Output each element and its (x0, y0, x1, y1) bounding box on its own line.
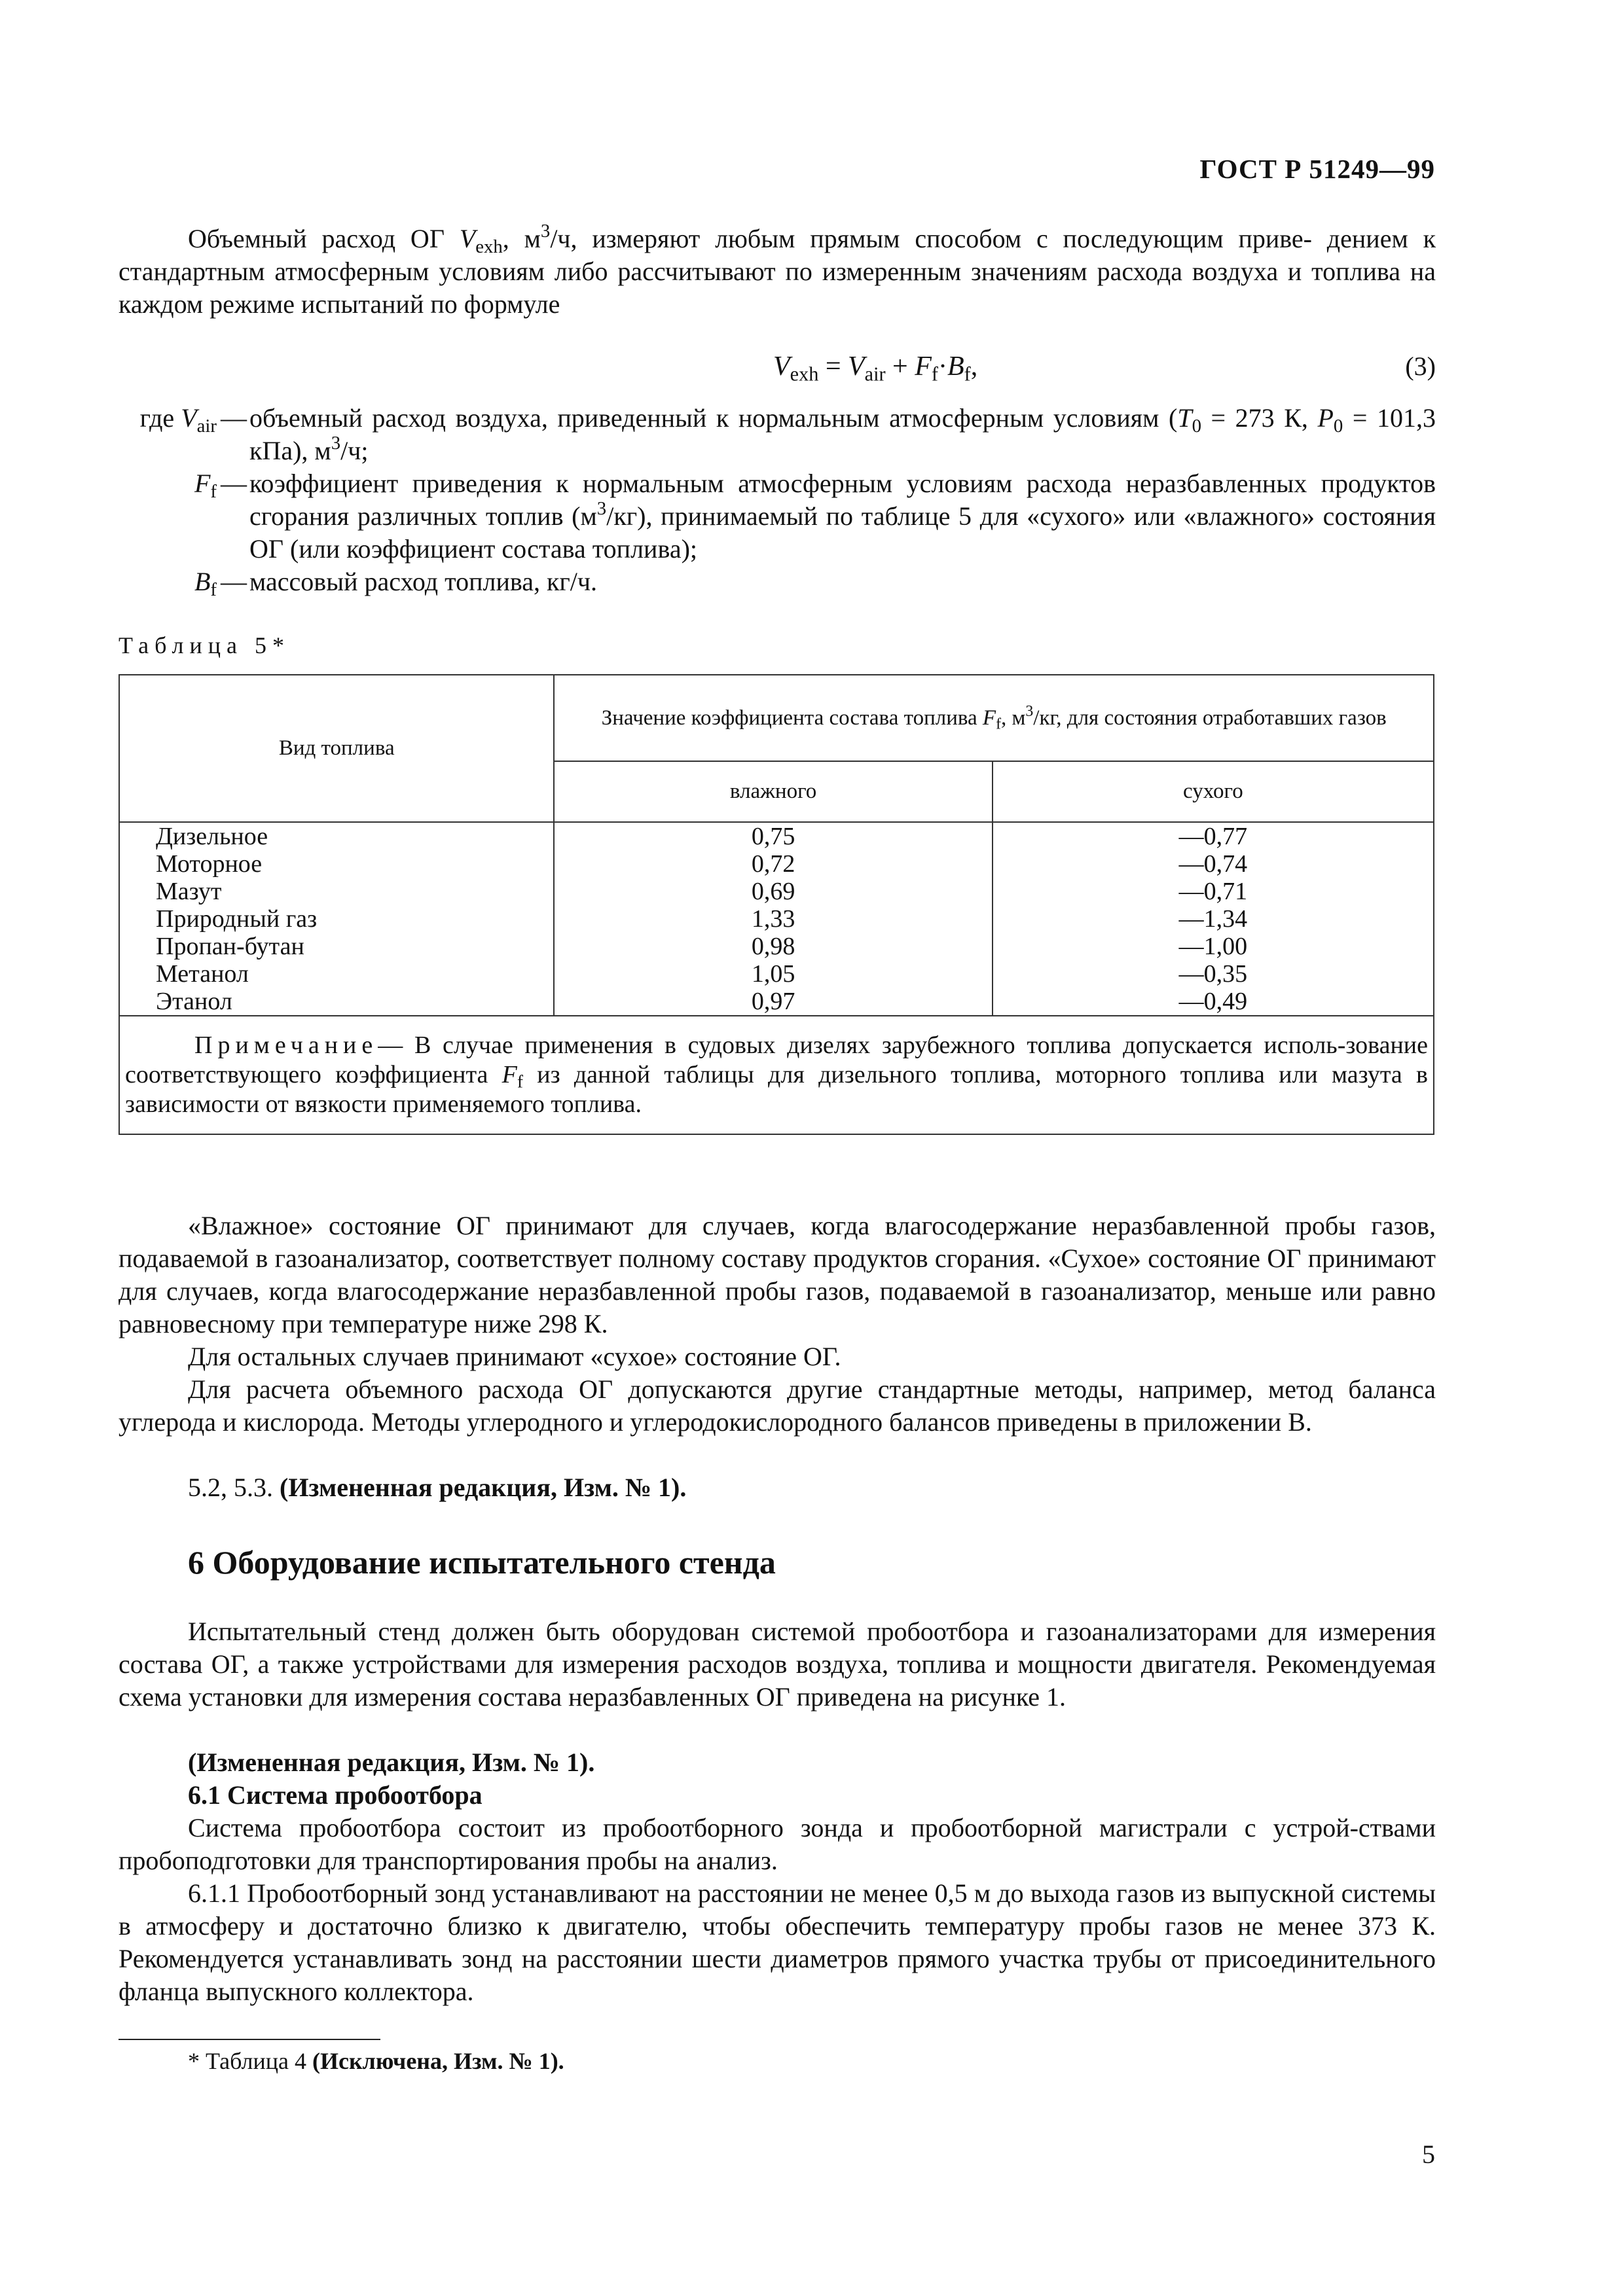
dry-values-cell (993, 822, 1434, 1016)
fuel-name: Этанол (156, 988, 232, 1015)
wet-value: 0,97 (751, 988, 795, 1015)
dry-value: —0,71 (1178, 878, 1248, 905)
dry-value: —0,74 (1178, 850, 1248, 878)
fuel-names-cell (119, 822, 554, 1016)
wet-value: 0,69 (751, 878, 795, 905)
paragraph-wet-state: «Влажное» состояние ОГ принимают для случаев, когда влагосодержание неразбавленной пробы газов, подаваемой в газоанализатор, соответствует полному составу продуктов сгорания. «Сухое» состояние ОГ принимают для случаев, когда влагосодержание неразбавленной пробы газов, подаваемой в газоанализатор, меньше или равно равновесному при температуре ниже 298 К. (119, 1211, 1436, 1338)
wet-value: 0,98 (751, 933, 795, 960)
footnote: * Таблица 4 (Исключена, Изм. № 1). (188, 2048, 564, 2074)
formula-number: (3) (1405, 351, 1436, 381)
dry-value: —0,35 (1178, 960, 1248, 988)
column-header-dry: сухого (993, 761, 1434, 822)
table-caption: Таблица 5* (119, 632, 290, 658)
paragraph-amendment-ref: 5.2, 5.3. (Измененная редакция, Изм. № 1). (188, 1473, 687, 1502)
wet-values-cell (554, 822, 992, 1016)
formula-3: $V_{exh} = V_{air} + F_f\cdot B_f$, (3) (773, 351, 1436, 386)
footnote-divider (119, 2039, 380, 2040)
fuel-name: Дизельное (156, 823, 268, 850)
fuel-name: Пропан-бутан (156, 933, 304, 960)
legend-item-ff: $F_f$ — коэффициент приведения к нормальным атмосферным условиям расхода неразбавленных продуктов сгорания различных топлив $(м^3/кг)$, принимаемый по таблице 5 для «сухого» или «влажного» состояния ОГ (или коэффициент состава топлива); (194, 469, 1436, 564)
fuel-name: Метанол (156, 960, 249, 988)
wet-value: 0,72 (751, 850, 795, 878)
subsection-6-1-heading: 6.1 Система пробоотбора (188, 1780, 483, 1810)
intro-paragraph: Объемный расход ОГ $V_{exh}$, $м^3/ч$, измеряют любым прямым способом с последующим приве- дением к стандартным атмосферным условиям либо рассчитывают по измеренным значениям расхода воздуха и топлива на каждом режиме испытаний по формуле (119, 221, 1436, 319)
wet-value: 1,05 (751, 960, 795, 988)
fuel-name: Природный газ (156, 905, 318, 933)
column-header-fuel: Вид топлива (119, 675, 554, 822)
section-6-paragraph: Испытательный стенд должен быть оборудован системой пробоотбора и газоанализаторами для измерения состава ОГ, а также устройствами для измерения расходов воздуха, топлива и мощности двигателя. Рекомендуемая схема установки для измерения состава неразбавленных ОГ приведена на рисунке 1. (119, 1617, 1436, 1712)
formula-legend (119, 402, 1436, 601)
wet-value: 1,33 (751, 905, 795, 933)
dry-value: —0,49 (1178, 988, 1248, 1015)
legend-item-bf: $B_f$ — массовый расход топлива, кг/ч. (194, 567, 598, 601)
column-header-coefficient: Значение коэффициента состава топлива $F_f$, $м^3/кг$, для состояния отработавших газов (554, 675, 1434, 761)
page-number: 5 (1422, 2140, 1435, 2169)
standard-code: ГОСТ Р 51249—99 (1199, 154, 1435, 184)
paragraph-calc-methods: Для расчета объемного расхода ОГ допускаются другие стандартные методы, например, метод баланса углерода и кислорода. Методы углеродного и углеродокислородного балансов приведены в приложении В. (119, 1374, 1436, 1437)
subsection-6-1-paragraph: Система пробоотбора состоит из пробоотборного зонда и пробоотборной магистрали с устрой-ствами пробоподготовки для транспортирования пробы на анализ. (119, 1813, 1436, 1875)
dry-value: —1,34 (1178, 905, 1248, 933)
section-6-amendment: (Измененная редакция, Изм. № 1). (188, 1748, 595, 1777)
table-note: Примечание— В случае применения в судовых дизелях зарубежного топлива допускается исполь-зование соответствующего коэффициента $F_f$ из данной таблицы для дизельного топлива, моторного топлива или мазута в зависимости от вязкости применяемого топлива. (119, 1016, 1434, 1134)
paragraph-other-cases: Для остальных случаев принимают «сухое» состояние ОГ. (188, 1342, 841, 1371)
column-header-wet: влажного (554, 761, 992, 822)
clause-6-1-1-paragraph: 6.1.1 Пробоотборный зонд устанавливают на расстоянии не менее 0,5 м до выхода газов из выпускной системы в атмосферу и достаточно близко к двигателю, чтобы обеспечить температуру пробы газов не менее 373 К. Рекомендуется устанавливать зонд на расстоянии шести диаметров прямого участка трубы от присоединительного фланца выпускного коллектора. (119, 1878, 1436, 2006)
legend-item-vair: где $V_{air}$ — объемный расход воздуха, приведенный к нормальным атмосферным условиям ($T_0 = 273$ К, $P_0 = 101,3$ кПа), $м^3/ч$; (139, 403, 1436, 465)
fuel-name: Мазут (156, 878, 222, 905)
dry-value: —1,00 (1178, 933, 1248, 960)
dry-value: —0,77 (1178, 823, 1248, 850)
fuel-coefficient-table (119, 674, 1434, 1135)
section-6-heading: 6 Оборудование испытательного стенда (188, 1544, 776, 1581)
wet-value: 0,75 (751, 823, 795, 850)
fuel-name: Моторное (156, 850, 263, 878)
